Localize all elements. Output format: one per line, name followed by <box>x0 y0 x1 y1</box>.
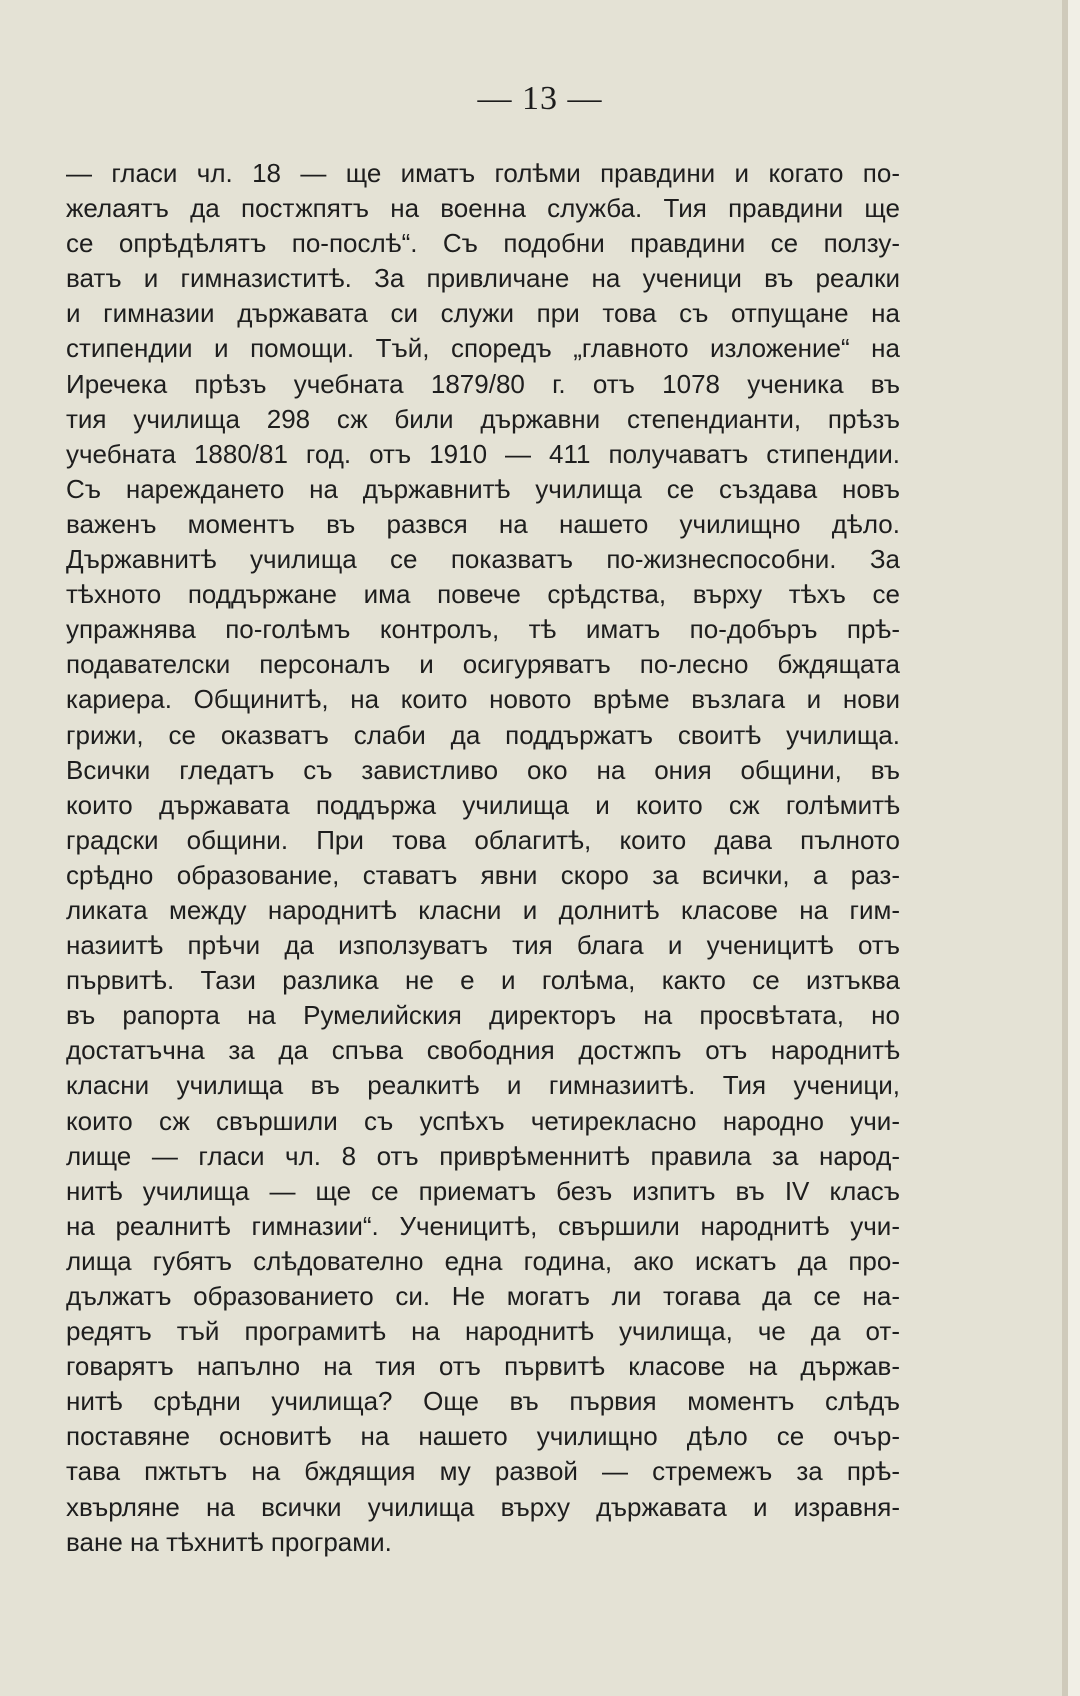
text-line: Държавнитѣ училища се показватъ по-жизнеспособни. За <box>66 544 900 575</box>
text-line: се опрѣдѣлятъ по-послѣ“. Съ подобни правдини се ползу- <box>66 228 900 259</box>
text-line: достатъчна за да спъва свободния достжпъ отъ народнитѣ <box>66 1035 900 1066</box>
text-line: подавателски персоналъ и осигуряватъ по-лесно бждящата <box>66 649 900 680</box>
text-line: нитѣ срѣдни училища? Още въ първия моментъ слѣдъ <box>66 1386 900 1417</box>
text-line: първитѣ. Тази разлика не е и голѣма, както се изтъква <box>66 965 900 996</box>
text-line: поставяне основитѣ на нашето училищно дѣло се очър- <box>66 1421 900 1452</box>
text-line: тѣхното поддържане има повече срѣдства, върху тѣхъ се <box>66 579 900 610</box>
text-line: редятъ тъй програмитѣ на народнитѣ училища, че да от- <box>66 1316 900 1347</box>
text-line: стипендии и помощи. Тъй, споредъ „главното изложение“ на <box>66 333 900 364</box>
text-line: въ рапорта на Румелийския директоръ на просвѣтата, но <box>66 1000 900 1031</box>
text-line: кариера. Общинитѣ, на които новото врѣме възлага и нови <box>66 684 900 715</box>
text-line: градски общини. При това облагитѣ, които дава пълното <box>66 824 900 855</box>
text-line: ватъ и гимназиститѣ. За привличане на ученици въ реалки <box>66 263 900 294</box>
text-line: грижи, се оказватъ слаби да поддържатъ своитѣ училища. <box>66 719 900 750</box>
text-line: тия училища 298 сж били държавни степендианти, прѣзъ <box>66 403 900 434</box>
text-line: — гласи чл. 18 — ще иматъ голѣми правдини и когато по- <box>66 158 900 188</box>
text-line: назиитѣ прѣчи да използуватъ тия блага и ученицитѣ отъ <box>66 930 900 961</box>
text-line: ване на тѣхнитѣ програми. <box>66 1526 392 1557</box>
text-line: и гимназии държавата си служи при това съ отпущане на <box>66 298 900 329</box>
text-line: нитѣ училища — ще се приематъ безъ изпитъ въ IV класъ <box>66 1175 900 1206</box>
text-line: ликата между народнитѣ класни и долнитѣ класове на гим- <box>66 894 900 925</box>
text-line: които държавата поддържа училища и които сж голѣмитѣ <box>66 789 900 820</box>
text-line: лище — гласи чл. 8 отъ приврѣменнитѣ правила за народ- <box>66 1140 900 1171</box>
text-line: класни училища въ реалкитѣ и гимназиитѣ. Тия ученици, <box>66 1070 900 1101</box>
page-edge <box>1068 0 1080 1696</box>
text-line: на реалнитѣ гимназии“. Ученицитѣ, свършили народнитѣ учи- <box>66 1210 900 1241</box>
text-line: които сж свършили съ успѣхъ четирекласно народно учи- <box>66 1105 900 1136</box>
text-line: важенъ моментъ въ развся на нашето училищно дѣло. <box>66 508 900 539</box>
text-line: Иречека прѣзъ учебната 1879/80 г. отъ 1078 ученика въ <box>66 368 900 399</box>
text-line: хвърляне на всички училища върху държавата и изравня- <box>66 1491 900 1522</box>
text-line: срѣдно образование, ставатъ явни скоро за всички, а раз- <box>66 859 900 890</box>
body-text <box>66 156 900 1560</box>
text-line: тава пжтьтъ на бждящия му развой — стремежъ за прѣ- <box>66 1456 900 1487</box>
text-line: говарятъ напълно на тия отъ първитѣ класове на държав- <box>66 1351 900 1382</box>
text-line: учебната 1880/81 год. отъ 1910 — 411 получаватъ стипендии. <box>66 438 900 469</box>
text-line: Всички гледатъ съ завистливо око на ония общини, въ <box>66 754 900 785</box>
text-line: желаятъ да постжпятъ на военна служба. Тия правдини ще <box>66 193 900 224</box>
page-number: — 13 — <box>477 80 603 117</box>
text-line: дължатъ образованието си. Не могатъ ли тогава да се на- <box>66 1281 900 1311</box>
text-line: упражнява по-голѣмъ контролъ, тѣ иматъ по-добъръ прѣ- <box>66 614 900 645</box>
text-line: лища губятъ слѣдователно една година, ако искатъ да про- <box>66 1245 900 1276</box>
text-line: Съ нареждането на държавнитѣ училища се създава новъ <box>66 473 900 504</box>
